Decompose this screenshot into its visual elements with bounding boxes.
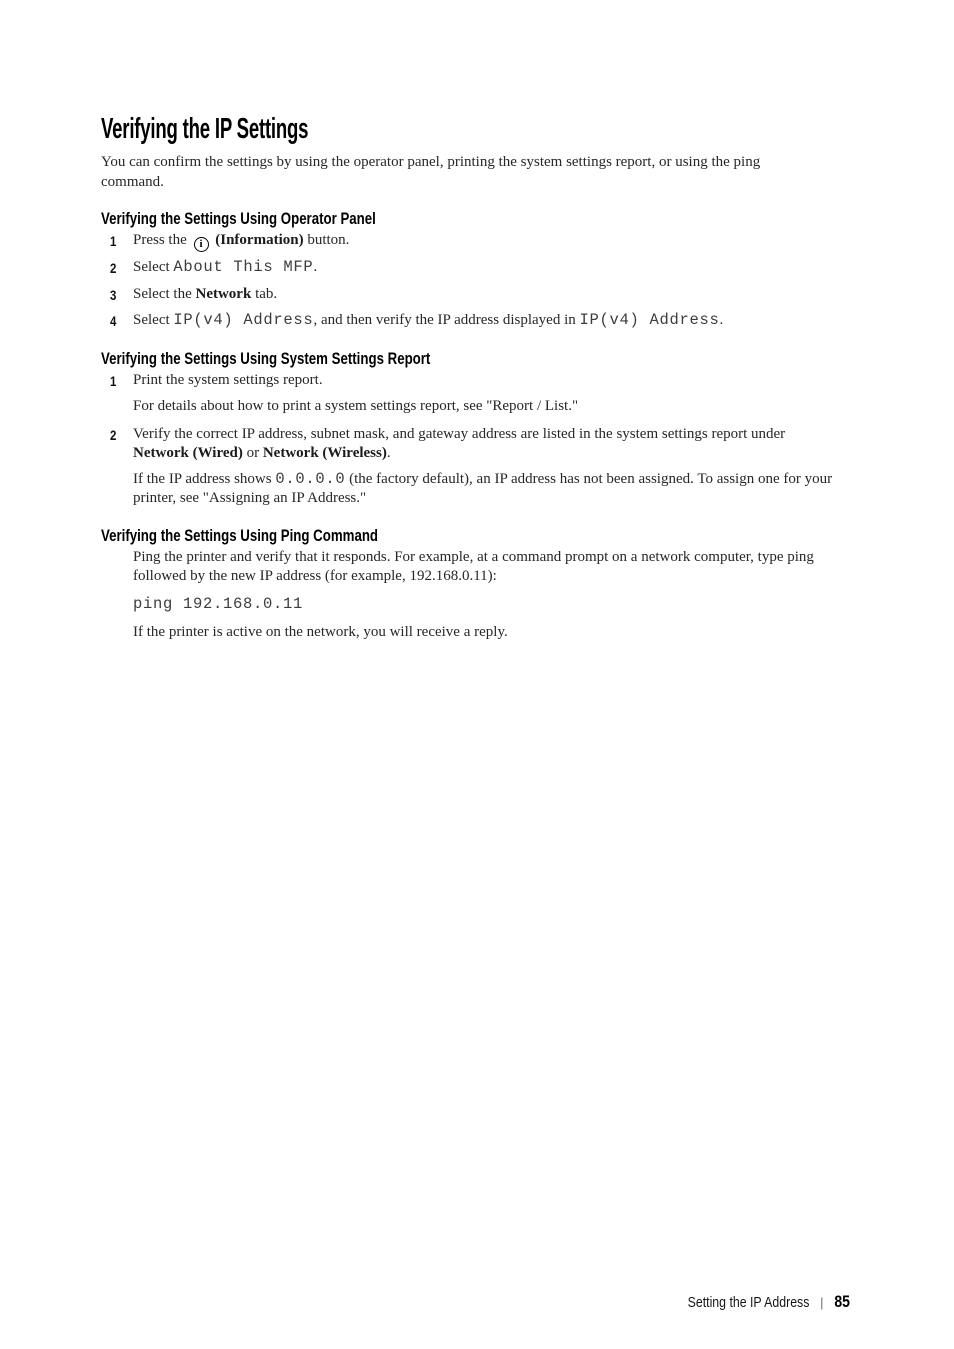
step-text-fragment: or [246,445,260,461]
ping-command-example [133,595,914,614]
step-select-ipv4-address [110,311,914,332]
page-title: Verifying the IP Settings [101,113,309,145]
menu-item-about-this-mfp: About This MFP [173,258,314,276]
step-text-fragment: , and then verify the IP address displayed in [313,312,576,328]
menu-item-ipv4-address: IP(v4) Address [173,311,314,329]
ping-paragraph [133,548,914,587]
intro-line-2: command. [101,173,164,190]
default-ip-value: 0.0.0.0 [275,469,346,488]
step-text-fragment: button. [307,232,350,248]
report-details-note: For details about how to print a system settings report, see "Report / List." [133,398,579,414]
step-press-information-button [110,231,914,252]
step-print-report [110,371,914,392]
network-wireless-label: Network (Wireless) [262,445,387,461]
field-ipv4-address: IP(v4) Address [579,311,720,329]
step-text [133,258,914,279]
step-number: 1 [110,233,117,249]
page-footer [688,1293,850,1312]
section-heading-system-settings-report: Verifying the Settings Using System Settings Report [101,348,431,368]
step-text-fragment: tab. [255,285,278,302]
information-label: (Information) [215,232,304,248]
step-number: 2 [110,260,117,276]
step-text: Print the system settings report. [133,371,323,388]
step-verify-addresses [110,425,914,464]
section-heading-operator-panel: Verifying the Settings Using Operator Panel [101,209,376,228]
footer-section-title: Setting the IP Address [687,1295,810,1311]
network-wired-label: Network (Wired) [133,445,243,461]
information-icon-glyph: i [199,238,203,250]
network-tab-label: Network [195,285,252,302]
ping-paragraph-line-1: Ping the printer and verify that it responds. For example, at a command prompt on a network computer, type ping [133,548,814,565]
step-number: 1 [110,372,117,389]
note-line-1 [133,470,914,490]
step-text-line-2 [133,444,914,464]
step-text-fragment: . [313,259,318,275]
step-text [133,285,914,306]
step-number: 3 [110,286,117,303]
ping-result-paragraph: If the printer is active on the network, you will receive a reply. [133,623,508,640]
step-select-about-this-mfp [110,258,914,279]
step-select-network-tab [110,285,914,306]
ping-command-text: ping 192.168.0.11 [133,594,304,613]
operator-panel-steps [101,231,914,332]
footer-separator: | [820,1295,824,1310]
intro-paragraph [101,153,914,192]
section-heading-ping-command: Verifying the Settings Using Ping Command [101,525,379,545]
step-text-fragment: Select [133,259,170,275]
information-icon [194,237,209,252]
page-content [0,114,954,642]
manual-page [0,113,954,1311]
step-number: 2 [110,426,117,443]
step-text [133,311,914,332]
note-line-2: printer, see "Assigning an IP Address." [133,490,367,506]
ping-paragraph-line-2: followed by the new IP address (for example, 192.168.0.11): [133,568,497,584]
step-number: 4 [110,313,117,329]
step-text [133,425,914,464]
step-text-fragment: Select the [133,285,192,302]
page-number: 85 [834,1293,850,1311]
step-text-fragment: . [386,445,391,461]
intro-line-1: You can confirm the settings by using the operator panel, printing the system settings report, or using the ping [101,154,761,170]
note-default-ip [133,470,914,509]
step-text-fragment: Select [133,312,170,328]
note-text-fragment: (the factory default), an IP address has not been assigned. To assign one for your [349,470,833,487]
step-text [133,231,914,252]
report-steps [101,371,914,509]
note-text-fragment: If the IP address shows [133,470,272,487]
step-text-fragment: . [719,312,724,328]
step-text-line-1: Verify the correct IP address, subnet mask, and gateway address are listed in the system settings report under [133,425,786,442]
step-text-fragment: Press the [133,232,187,248]
